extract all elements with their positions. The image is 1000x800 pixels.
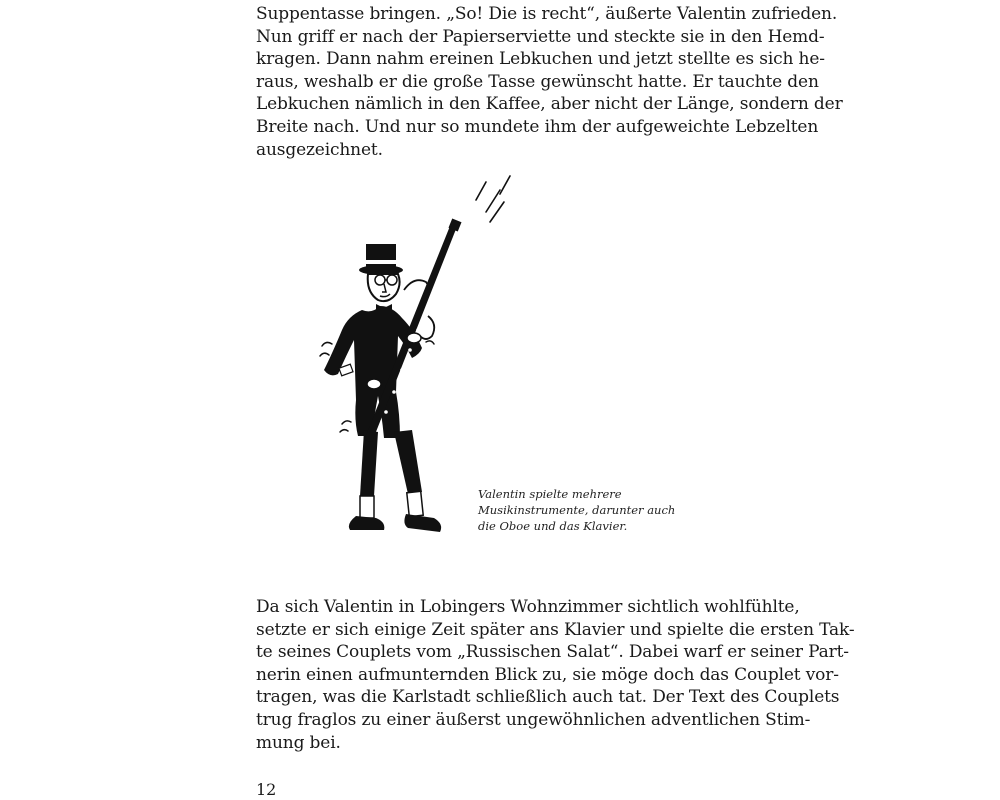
caption-line: Valentin spielte mehrere bbox=[478, 487, 622, 501]
text-line: raus, weshalb er die große Tasse gewünscht hatte. Er tauchte den bbox=[256, 71, 819, 92]
text-line: nerin einen aufmunternden Blick zu, sie möge doch das Couplet vor- bbox=[256, 664, 839, 685]
text-line: Da sich Valentin in Lobingers Wohnzimmer sichtlich wohlfühlte, bbox=[256, 597, 800, 617]
page-number: 12 bbox=[256, 780, 277, 799]
text-line: Nun griff er nach der Papierserviette und steckte sie in den Hemd- bbox=[256, 26, 825, 47]
text-line: kragen. Dann nahm ereinen Lebkuchen und jetzt stellte es sich he- bbox=[256, 49, 825, 70]
text-line: ausgezeichnet. bbox=[256, 139, 383, 160]
text-line: setzte er sich einige Zeit später ans Klavier und spielte die ersten Tak- bbox=[256, 619, 855, 640]
text-line: Lebkuchen nämlich in den Kaffee, aber nicht der Länge, sondern der bbox=[256, 94, 843, 115]
caption-line: Musikinstrumente, darunter auch bbox=[478, 503, 676, 517]
legs bbox=[360, 430, 423, 518]
text-line: Breite nach. Und nur so mundete ihm der aufgeweichte Lebzelten bbox=[256, 116, 819, 137]
figure-caption bbox=[478, 486, 688, 534]
body-paragraph-top bbox=[256, 3, 843, 161]
text-line: te seines Couplets vom „Russischen Salat“. Dabei warf er seiner Part- bbox=[256, 642, 849, 663]
top-hat-icon bbox=[359, 244, 403, 275]
instrument-sound-lines bbox=[476, 176, 510, 222]
head bbox=[368, 274, 400, 301]
text-line: Suppentasse bringen. „So! Die is recht“, äußerte Valentin zufrieden. bbox=[256, 4, 838, 24]
text-line: trug fraglos zu einer äußerst ungewöhnlichen adventlichen Stim- bbox=[256, 709, 811, 730]
shoes-icon bbox=[349, 514, 441, 532]
text-line: tragen, was die Karlstadt schließlich auch tat. Der Text des Couplets bbox=[256, 687, 840, 708]
body-paragraph-bottom bbox=[256, 596, 855, 754]
caption-line: die Oboe und das Klavier. bbox=[478, 519, 628, 533]
text-line: mung bei. bbox=[256, 732, 341, 753]
